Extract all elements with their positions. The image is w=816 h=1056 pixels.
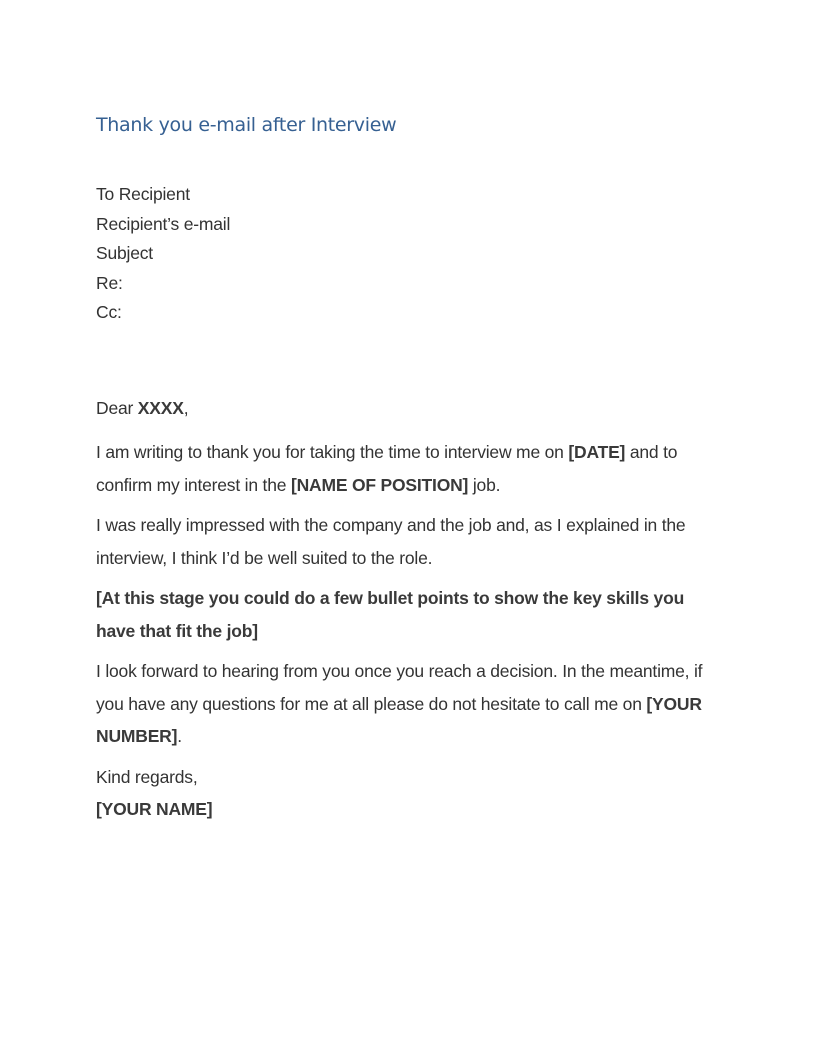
paragraph-thanks bbox=[96, 436, 720, 501]
signature bbox=[96, 793, 720, 825]
cc-field: Cc: bbox=[96, 302, 122, 322]
recipient-name-placeholder: XXXX bbox=[137, 398, 184, 418]
salutation-suffix: , bbox=[183, 398, 189, 418]
position-placeholder: [NAME OF POSITION] bbox=[290, 474, 469, 495]
salutation-prefix: Dear bbox=[96, 398, 138, 418]
paragraph-thanks-text-2: and to confirm my interest in the bbox=[96, 442, 678, 495]
to-field: To Recipient bbox=[96, 184, 190, 204]
document-title: Thank you e-mail after Interview bbox=[96, 114, 397, 136]
letter-body bbox=[96, 396, 720, 825]
paragraph-thanks-text-3: job. bbox=[468, 474, 501, 495]
paragraph-followup bbox=[96, 655, 720, 753]
subject-field: Subject bbox=[96, 243, 153, 263]
paragraph-followup-text-1: I look forward to hearing from you once you reach a decision. In the meantime, if you have any questions for me at all please do not hesitate to call me on bbox=[96, 661, 703, 714]
skills-instruction-text: [At this stage you could do a few bullet points to show the key skills you have that fit the job] bbox=[96, 588, 685, 641]
number-placeholder: [YOUR NUMBER] bbox=[96, 693, 702, 746]
paragraph-thanks-text-1: I am writing to thank you for taking the time to interview me on bbox=[96, 442, 569, 462]
signature-placeholder: [YOUR NAME] bbox=[96, 798, 213, 819]
re-field: Re: bbox=[96, 272, 123, 293]
email-header-fields bbox=[96, 180, 230, 328]
date-placeholder: [DATE] bbox=[568, 442, 626, 462]
paragraph-followup-text-2: . bbox=[177, 726, 182, 746]
email-field: Recipient’s e-mail bbox=[96, 213, 231, 234]
paragraph-impressed: I was really impressed with the company and the job and, as I explained in the interview, I think I’d be well suited to the role. bbox=[96, 515, 686, 568]
paragraph-skills-instruction bbox=[96, 582, 720, 647]
closing: Kind regards, bbox=[96, 766, 198, 787]
salutation bbox=[96, 396, 720, 420]
